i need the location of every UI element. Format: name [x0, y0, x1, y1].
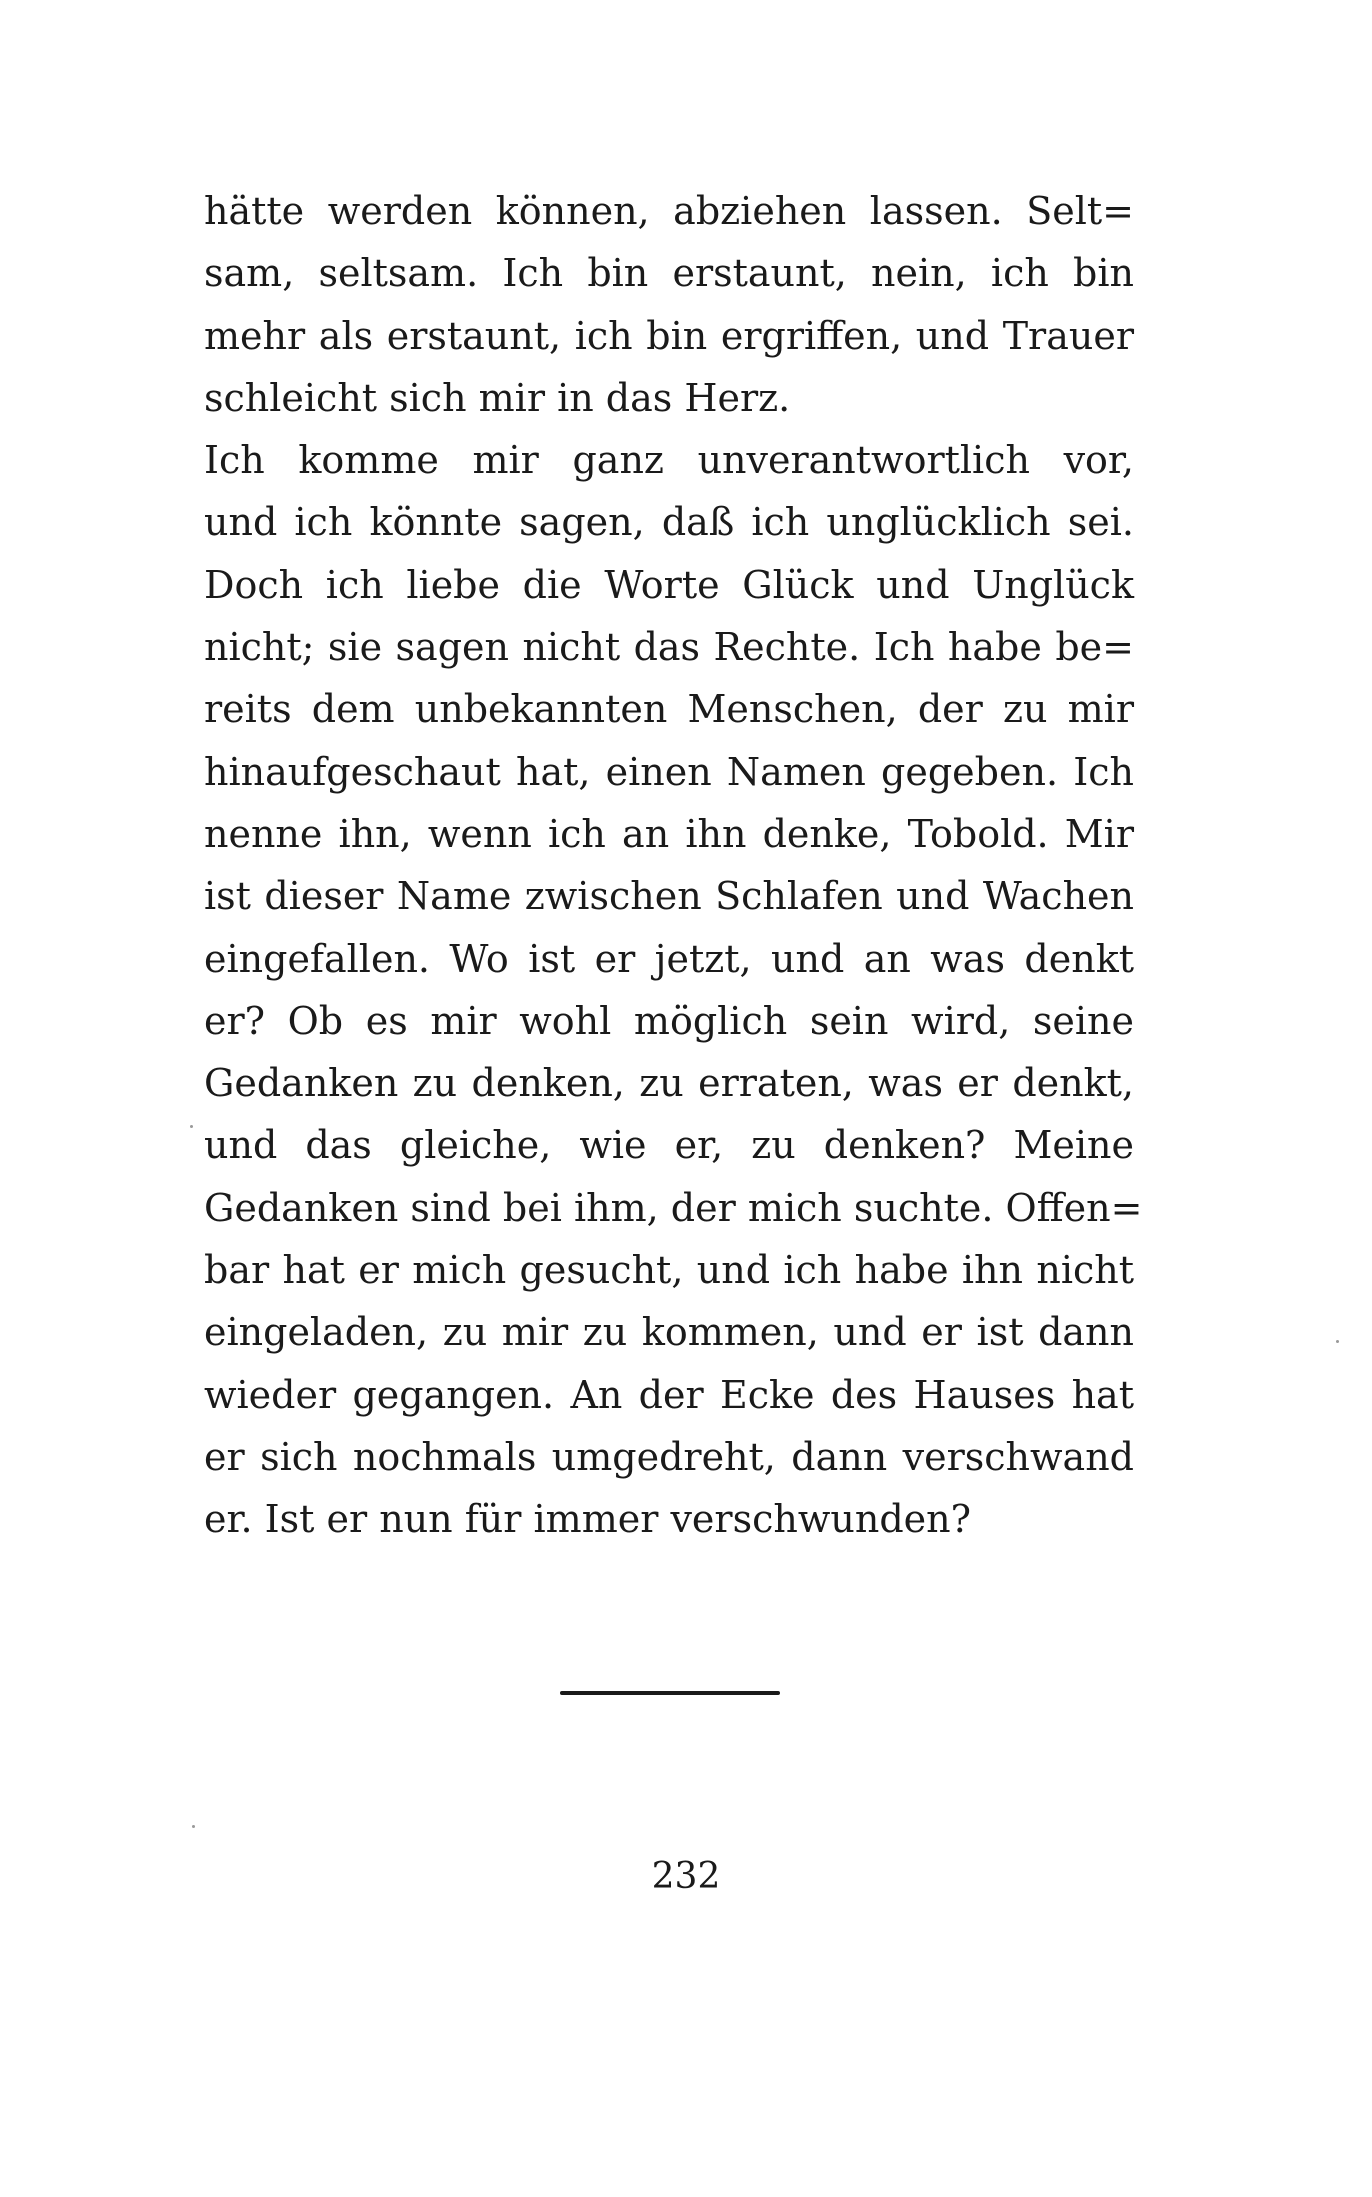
- margin-speck: [190, 1125, 193, 1128]
- text-line: reits dem unbekannten Menschen, der zu mir: [204, 687, 1134, 732]
- text-line: mehr als erstaunt, ich bin ergriffen, und Trauer: [204, 313, 1134, 358]
- body-text: [204, 180, 1143, 1551]
- text-line: schleicht sich mir in das Herz.: [204, 375, 791, 420]
- text-line: Gedanken sind bei ihm, der mich suchte. Offen=: [204, 1185, 1143, 1230]
- text-line: eingeladen, zu mir zu kommen, und er ist dann: [204, 1310, 1134, 1355]
- text-line: nicht; sie sagen nicht das Rechte. Ich habe be=: [204, 625, 1134, 670]
- page-number: 232: [651, 1856, 721, 1897]
- text-line: ist dieser Name zwischen Schlafen und Wachen: [204, 874, 1134, 919]
- text-line: und das gleiche, wie er, zu denken? Meine: [204, 1123, 1134, 1168]
- text-line: wieder gegangen. An der Ecke des Hauses hat: [204, 1372, 1134, 1417]
- text-line: und ich könnte sagen, daß ich unglücklich sei.: [204, 500, 1134, 545]
- text-line: sam, seltsam. Ich bin erstaunt, nein, ich bin: [204, 251, 1134, 296]
- margin-speck: [1336, 1340, 1339, 1343]
- text-line: er. Ist er nun für immer verschwunden?: [204, 1497, 971, 1542]
- text-line: er sich nochmals umgedreht, dann verschwand: [204, 1434, 1134, 1479]
- text-line: hätte werden können, abziehen lassen. Selt=: [204, 189, 1134, 233]
- text-line: Gedanken zu denken, zu erraten, was er denkt,: [204, 1061, 1134, 1106]
- text-line: Doch ich liebe die Worte Glück und Unglück: [204, 562, 1134, 607]
- text-line: eingefallen. Wo ist er jetzt, und an was denkt: [204, 936, 1134, 981]
- text-line: er? Ob es mir wohl möglich sein wird, seine: [204, 998, 1134, 1043]
- text-line: hinaufgeschaut hat, einen Namen gegeben. Ich: [204, 749, 1134, 794]
- margin-speck: [192, 1825, 195, 1828]
- end-ornament-rule: [560, 1691, 780, 1695]
- text-line: bar hat er mich gesucht, und ich habe ihn nicht: [204, 1248, 1134, 1293]
- text-line: Ich komme mir ganz unverantwortlich vor,: [204, 438, 1134, 483]
- text-line: nenne ihn, wenn ich an ihn denke, Tobold. Mir: [204, 811, 1134, 856]
